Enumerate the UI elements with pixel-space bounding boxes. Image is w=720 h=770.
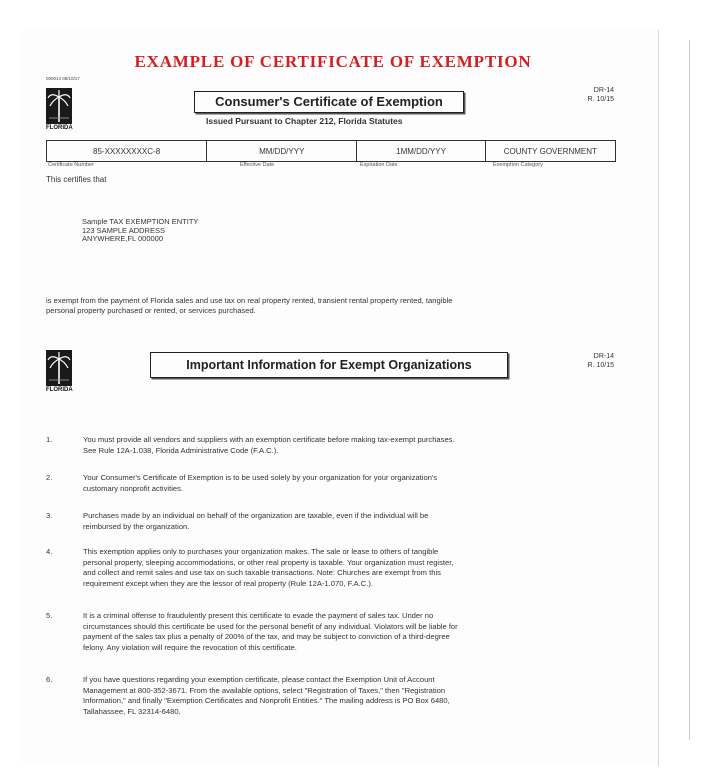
florida-logo-2 xyxy=(46,350,76,393)
page-edge xyxy=(689,40,690,740)
item-text xyxy=(83,473,615,494)
item-text xyxy=(83,435,615,456)
certificate-number-caption: Certificate Number xyxy=(48,162,94,168)
item-line: See Rule 12A-1.038, Florida Administrative Code (F.A.C.). xyxy=(83,445,279,455)
item-text xyxy=(83,511,615,532)
item-number: 4. xyxy=(46,547,53,556)
entity-address xyxy=(82,218,198,244)
exempt-statement xyxy=(46,296,452,316)
item-line: You must provide all vendors and suppliers with an exemption certificate before making tax-exempt purchases. xyxy=(83,435,455,444)
item-line: This exemption applies only to purchases your organization makes. The sale or lease to others of tangible xyxy=(83,547,439,556)
exempt-statement-line-1: is exempt from the payment of Florida sales and use tax on real property rented, transient rental property rented, tangible xyxy=(46,296,453,305)
item-number: 3. xyxy=(46,511,53,520)
item-line: felony. Any violation will require the revocation of this certificate. xyxy=(83,642,297,652)
form-number-block xyxy=(560,86,614,104)
item-line: personal property, sleeping accommodations, or other real property is taxable. Your organization must register, xyxy=(83,557,454,567)
item-line: Your Consumer's Certificate of Exemption is to be used solely by your organization for your organization's xyxy=(83,473,438,482)
entity-address-line-1: 123 SAMPLE ADDRESS xyxy=(82,225,165,235)
exemption-category-value: COUNTY GOVERNMENT xyxy=(503,146,597,156)
item-line: If you have questions regarding your exemption certificate, please contact the Exemption Unit of Account xyxy=(83,675,435,684)
item-number: 5. xyxy=(46,611,53,620)
form-revision: R. 10/15 xyxy=(587,96,614,103)
palm-tree-icon xyxy=(46,350,72,386)
certifies-text: This certifies that xyxy=(46,175,107,184)
item-number: 2. xyxy=(46,473,53,482)
item-line: Management at 800-352-3671. From the available options, select "Registration of Taxes," then "Registration xyxy=(83,685,446,695)
exemption-category-caption: Exemption Category xyxy=(493,162,543,168)
example-banner: EXAMPLE OF CERTIFICATE OF EXEMPTION xyxy=(134,52,532,71)
item-line: payment of the sales tax plus a penalty of 200% of the tax, and may be subject to conviction of a third-degree xyxy=(83,632,450,641)
entity-address-line-2: ANYWHERE,FL 000000 xyxy=(82,234,164,243)
certificate-number-value: 85-XXXXXXXXC-8 xyxy=(47,141,207,161)
item-line: requirement except when they are the lessor of real property (Rule 12A-1.070, F.A.C.). xyxy=(83,578,373,588)
item-line: circumstances should this certificate be used for the personal benefit of any individual. Violators will be liable for xyxy=(83,621,458,631)
certificate-fields-row xyxy=(46,140,616,162)
item-line: reimbursed by the organization. xyxy=(83,521,190,531)
effective-date-value: MM/DD/YYY xyxy=(207,141,357,161)
info-form-number-block xyxy=(560,352,614,370)
expiration-date-value: 1MM/DD/YYY xyxy=(357,141,485,161)
item-text xyxy=(83,675,615,717)
item-text xyxy=(83,547,615,589)
certificate-title: Consumer's Certificate of Exemption xyxy=(194,91,464,113)
item-line: Information," and finally "Exemption Certificates and Nonprofit Entities." The mailing address is PO Box 6480, xyxy=(83,696,450,705)
exempt-statement-line-2: personal property purchased or rented, or services purchased. xyxy=(46,306,256,315)
info-title: Important Information for Exempt Organizations xyxy=(150,352,508,378)
form-number: DR-14 xyxy=(593,87,614,94)
document-code: 000014 08/10/17 xyxy=(46,76,80,81)
info-form-number: DR-14 xyxy=(593,353,614,360)
effective-date-caption: Effective Date xyxy=(240,162,275,168)
item-line: and collect and remit sales and use tax on such taxable transactions. Note: Churches are exempt from this xyxy=(83,568,441,577)
info-form-revision: R. 10/15 xyxy=(587,362,614,369)
logo-label: FLORIDA xyxy=(46,387,73,393)
palm-tree-icon xyxy=(46,88,72,124)
florida-logo xyxy=(46,88,76,131)
item-number: 1. xyxy=(46,435,53,444)
item-line: It is a criminal offense to fraudulently present this certificate to evade the payment of sales tax. Under no xyxy=(83,611,434,620)
item-text xyxy=(83,611,615,653)
expiration-date-caption: Expiration Date xyxy=(360,162,398,168)
certificate-subtitle: Issued Pursuant to Chapter 212, Florida Statutes xyxy=(206,116,403,126)
logo-label: FLORIDA xyxy=(46,125,73,131)
item-line: Tallahassee, FL 32314-6480. xyxy=(83,706,181,716)
item-line: customary nonprofit activities. xyxy=(83,483,184,493)
item-line: Purchases made by an individual on behalf of the organization are taxable, even if the individual will be xyxy=(83,511,429,520)
entity-name: Sample TAX EXEMPTION ENTITY xyxy=(82,217,199,226)
item-number: 6. xyxy=(46,675,53,684)
